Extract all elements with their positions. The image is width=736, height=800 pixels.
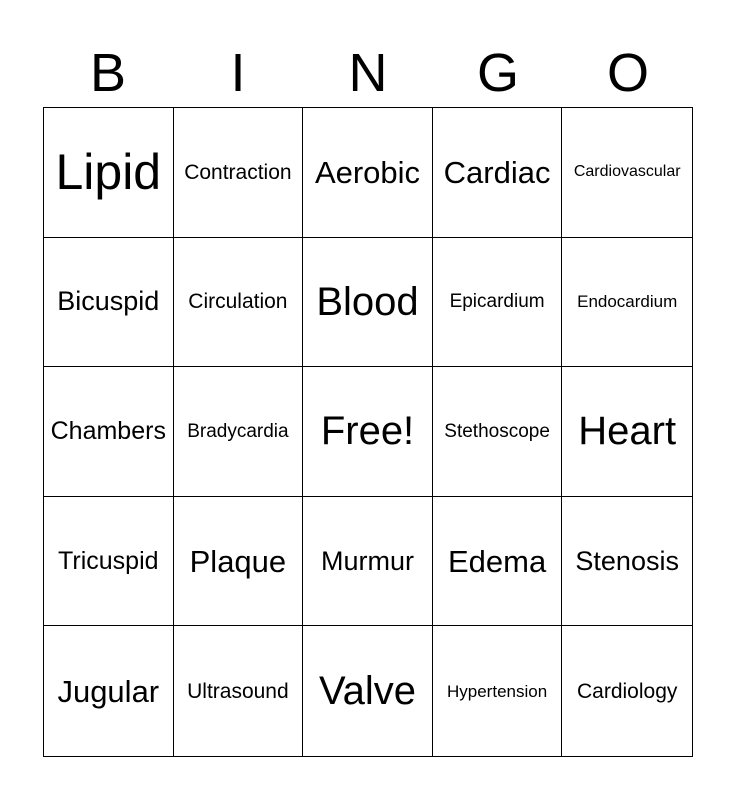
header-letter-n: N: [348, 43, 388, 103]
bingo-cell[interactable]: Tricuspid: [44, 497, 174, 627]
bingo-cell[interactable]: Stethoscope: [433, 367, 563, 497]
bingo-cell[interactable]: Valve: [303, 626, 433, 756]
header-letter-i: I: [230, 43, 246, 103]
bingo-cell[interactable]: Ultrasound: [174, 626, 304, 756]
bingo-board: [43, 107, 693, 757]
bingo-cell[interactable]: Heart: [562, 367, 692, 497]
bingo-cell[interactable]: Endocardium: [562, 238, 692, 368]
bingo-cell[interactable]: Plaque: [174, 497, 304, 627]
bingo-cell[interactable]: Cardiac: [433, 108, 563, 238]
bingo-cell[interactable]: Contraction: [174, 108, 304, 238]
bingo-cell[interactable]: Cardiovascular: [562, 108, 692, 238]
bingo-cell[interactable]: Murmur: [303, 497, 433, 627]
bingo-header: [43, 40, 693, 106]
bingo-cell[interactable]: Cardiology: [577, 679, 678, 703]
bingo-cell[interactable]: Blood: [303, 238, 433, 368]
bingo-cell[interactable]: Bicuspid: [44, 238, 174, 368]
bingo-cell[interactable]: Lipid: [44, 108, 174, 238]
header-letter-b: B: [89, 43, 127, 103]
bingo-cell[interactable]: Epicardium: [433, 238, 563, 368]
bingo-cell[interactable]: Jugular: [44, 626, 174, 756]
bingo-cell[interactable]: Chambers: [44, 367, 174, 497]
bingo-cell[interactable]: Stenosis: [562, 497, 692, 627]
header-letter-g: G: [476, 43, 519, 103]
bingo-cell[interactable]: Bradycardia: [174, 367, 304, 497]
bingo-cell[interactable]: Edema: [433, 497, 563, 627]
header-letter-o: O: [606, 43, 649, 103]
bingo-cell[interactable]: Hypertension: [433, 626, 563, 756]
bingo-cell free-space[interactable]: Free!: [303, 367, 433, 497]
bingo-cell[interactable]: Circulation: [174, 238, 304, 368]
bingo-cell[interactable]: Aerobic: [303, 108, 433, 238]
